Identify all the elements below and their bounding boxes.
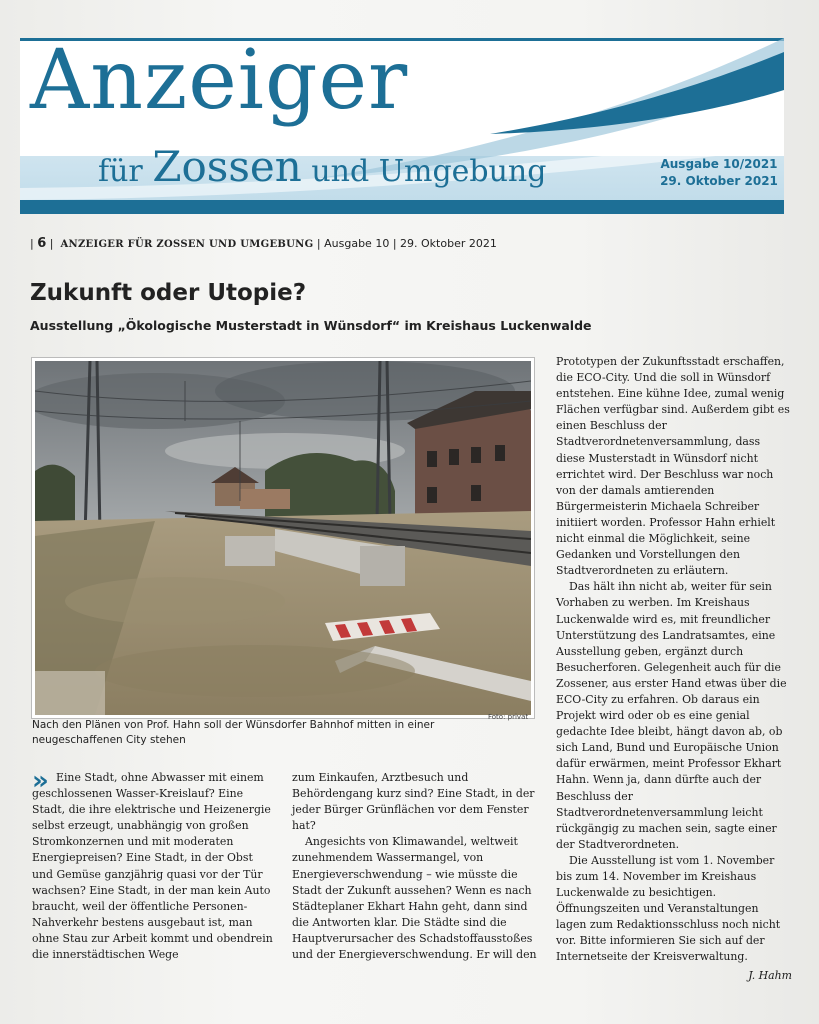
runhead-divider: |: [46, 237, 61, 250]
running-header: [30, 236, 497, 251]
article-column-3: [556, 354, 792, 984]
article-paragraph: zum Einkaufen, Arztbesuch und Behördengang kurz sind? Eine Stadt, in der jeder Bürger Grünflächen vor dem Fenster hat?: [292, 771, 535, 833]
issue-badge: [660, 156, 778, 196]
article-paragraph: Angesichts von Klimawandel, weltweit zunehmendem Wassermangel, von Energieverschwendung – wie müsste die Stadt der Zukunft aussehen? Wenn es nach Städteplaner Ekhart Hahn geht, dann sind die Antworten klar. Die Städte sind die Hauptverursacher des Schadstoffausstoßes und der Energieverschwendung. Er will den: [292, 835, 537, 962]
article-column-2: [292, 770, 540, 963]
masthead: [20, 38, 784, 214]
opening-quote-mark: »: [32, 766, 49, 796]
masthead-subtitle-fuer: für: [98, 154, 153, 189]
issue-date: 29. Oktober 2021: [660, 174, 778, 188]
publication-name: ANZEIGER FÜR ZOSSEN UND UMGEBUNG: [60, 239, 314, 250]
photo-caption: Nach den Plänen von Prof. Hahn soll der Wünsdorfer Bahnhof mitten in einer neugeschaffenen City stehen: [32, 719, 435, 746]
article-subheadline: Ausstellung „Ökologische Musterstadt in Wünsdorf“ im Kreishaus Luckenwalde: [30, 318, 592, 333]
runhead-divider: |: [30, 237, 38, 250]
page-number: 6: [37, 236, 47, 251]
runhead-issue: Ausgabe 10: [324, 237, 390, 250]
article-author: J. Hahm: [748, 968, 792, 982]
masthead-bottom-rule: [20, 200, 784, 214]
masthead-subtitle: [98, 142, 547, 191]
photo-credit: Foto: privat: [488, 713, 529, 721]
article-paragraph: Prototypen der Zukunftsstadt erschaffen, die ECO-City. Und die soll in Wünsdorf entstehen. Eine kühne Idee, zumal wenig Flächen verfügbar sind. Außerdem gibt es einen Beschluss der Stadtverordnetenversammlung, dass diese Musterstadt in Wünsdorf nicht errichtet wird. Der Beschluss war noch von der damals amtierenden Bürgermeisterin Michaela Schreiber initiiert worden. Professor Hahn erhielt nicht einmal die Möglichkeit, seine Gedanken und Vorstellungen den Stadtverordneten zu erläutern.: [556, 355, 790, 578]
article-headline: Zukunft oder Utopie?: [30, 280, 307, 306]
issue-number: Ausgabe 10/2021: [660, 157, 778, 171]
masthead-subtitle-zossen: Zossen: [152, 142, 302, 191]
article-paragraph: Die Ausstellung ist vom 1. November bis zum 14. November im Kreishaus Luckenwalde zu besichtigen. Öffnungszeiten und Veranstaltungen lagen zum Redaktionsschluss noch nicht vor. Bitte informieren Sie sich auf der Internetseite der Kreisverwaltung.: [556, 853, 781, 964]
runhead-date: 29. Oktober 2021: [400, 237, 497, 250]
railway-station-photo: [35, 361, 531, 715]
article-paragraph: Das hält ihn nicht ab, weiter für sein Vorhaben zu werben. Im Kreishaus Luckenwalde wird es, mit freundlicher Unterstützung des Landratsamtes, eine Ausstellung geben, ergänzt durch Besucherforen. Gelegenheit auch für die Zossener, aus erster Hand etwas über die ECO-City zu erfahren. Ob daraus ein Projekt wird oder ob es eine genial gedachte Idee bleibt, hängt davon ab, ob sich Land, Bund und Europäische Union dafür erwärmen, meint Professor Ekhart Hahn. Wenn ja, dann dürfte auch der Beschluss der Stadtverordnetenversammlung leicht rückgängig zu machen sein, sagte einer der Stadtverordneten.: [556, 580, 787, 851]
masthead-title: Anzeiger: [30, 38, 409, 128]
article-column-1: [32, 766, 277, 963]
article-paragraph: Eine Stadt, ohne Abwasser mit einem geschlossenen Wasser-Kreislauf? Eine Stadt, die ihre elektrische und Heizenergie selbst erzeugt, unabhängig von großen Stromkonzernen und mit moderaten Energiepreisen? Eine Stadt, in der Obst und Gemüse ganzjährig quasi vor der Tür wachsen? Eine Stadt, in der man kein Auto braucht, weil der öffentliche Personen-Nahverkehr bestens ausgebaut ist, man ohne Stau zur Arbeit kommt und obendrein die innerstädtischen Wege: [32, 771, 273, 962]
masthead-subtitle-umgebung: und Umgebung: [301, 154, 547, 189]
runhead-divider: |: [313, 237, 325, 250]
runhead-divider: |: [389, 237, 401, 250]
article-photo: [32, 358, 534, 718]
